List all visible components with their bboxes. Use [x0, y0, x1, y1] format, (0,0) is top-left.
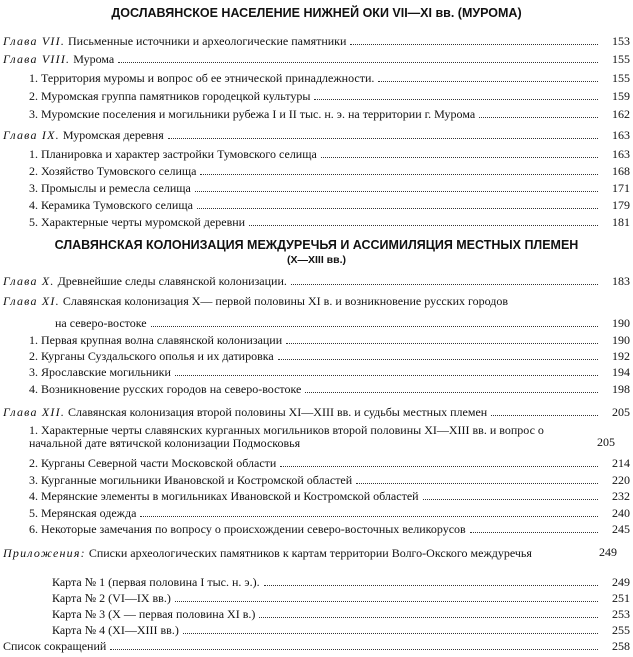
entry-title: 1. Планировка и характер застройки Тумовского селища: [29, 147, 317, 161]
dot-leader: [479, 117, 598, 118]
toc-entry[interactable]: [3, 51, 630, 67]
page-number: 214: [612, 456, 630, 470]
toc-entry[interactable]: [29, 332, 630, 348]
toc-entry[interactable]: [3, 273, 630, 289]
toc-entry[interactable]: [29, 106, 630, 122]
toc-entry[interactable]: [29, 505, 630, 521]
toc-entry[interactable]: [29, 424, 630, 450]
page-number: 163: [612, 147, 630, 161]
dot-leader: [291, 284, 598, 285]
page-number: 249: [612, 575, 630, 589]
dot-leader: [195, 191, 598, 192]
toc-entry[interactable]: [29, 180, 630, 196]
section-heading-slavic-colonization: СЛАВЯНСКАЯ КОЛОНИЗАЦИЯ МЕЖДУРЕЧЬЯ И АССИМИЛЯЦИЯ МЕСТНЫХ ПЛЕМЕН: [54, 238, 579, 252]
chapter-label: Глава VIII.: [3, 52, 71, 66]
page-number: 159: [612, 89, 630, 103]
entry-title: Письменные источники и археологические памятники: [65, 34, 347, 48]
page-number: 162: [612, 107, 630, 121]
page-number: 240: [612, 506, 630, 520]
page-number: 194: [612, 365, 630, 379]
toc-entry[interactable]: [3, 33, 630, 49]
toc-entry[interactable]: [52, 606, 630, 622]
toc-entry[interactable]: [29, 455, 630, 471]
entry-title: Славянская колонизация второй половины XI—XIII вв. и судьбы местных племен: [65, 405, 488, 419]
entry-title: 3. Промыслы и ремесла селища: [29, 181, 191, 195]
entry-title: Славянская колонизация X— первой половины XI в. и возникновение русских городов: [59, 294, 509, 308]
entry-title: 3. Курганные могильники Ивановской и Костромской областей: [29, 473, 353, 487]
page-number: 205: [597, 435, 615, 449]
toc-entry[interactable]: [29, 163, 630, 179]
entry-title: Списки археологических памятников к картам территории Волго-Окского междуречья: [85, 546, 532, 560]
entry-title: 1. Первая крупная волна славянской колонизации: [29, 333, 283, 347]
page-number: 220: [612, 473, 630, 487]
toc-entry[interactable]: [29, 88, 630, 104]
toc-entry[interactable]: [29, 70, 630, 86]
dot-leader: [491, 415, 598, 416]
toc-entry[interactable]: [3, 293, 630, 309]
dot-leader: [197, 208, 598, 209]
toc-entry[interactable]: [29, 214, 630, 230]
dot-leader: [470, 532, 598, 533]
toc-entry[interactable]: [29, 381, 630, 397]
entry-title: 4. Керамика Тумовского селища: [29, 198, 193, 212]
toc-entry[interactable]: [29, 146, 630, 162]
toc-entry[interactable]: [3, 638, 630, 654]
entry-title: 3. Ярославские могильники: [29, 365, 171, 379]
dot-leader: [183, 633, 598, 634]
entry-title: 3. Муромские поселения и могильники рубежа I и II тыс. н. э. на территории г. Мурома: [29, 107, 476, 121]
page-number: 249: [599, 545, 617, 559]
entry-title: 2. Хозяйство Тумовского селища: [29, 164, 197, 178]
page-number: 253: [612, 607, 630, 621]
toc-entry[interactable]: [55, 315, 630, 331]
toc-entry[interactable]: [29, 348, 630, 364]
dot-leader: [321, 157, 598, 158]
toc-entry[interactable]: [29, 472, 630, 488]
toc-entry[interactable]: [3, 404, 630, 420]
toc-entry[interactable]: [52, 574, 630, 590]
entry-title: 5. Характерные черты муромской деревни: [29, 215, 246, 229]
dot-leader: [314, 99, 598, 100]
entry-title: Карта № 2 (VI—IX вв.): [52, 591, 171, 605]
page-number: 232: [612, 489, 630, 503]
page-number: 245: [612, 522, 630, 536]
dot-leader: [151, 326, 598, 327]
toc-entry[interactable]: [3, 544, 630, 560]
dot-leader: [249, 225, 598, 226]
entry-title: 1. Характерные черты славянских курганных могильников второй половины XI—XIII вв. и вопрос о начальной дате вятичской колонизации Подмосковья: [29, 423, 544, 450]
page-number: 155: [612, 52, 630, 66]
dot-leader: [264, 585, 598, 586]
page-number: 251: [612, 591, 630, 605]
dot-leader: [168, 138, 598, 139]
section-subheading: (X—XIII вв.): [287, 254, 346, 266]
chapter-label: Глава VII.: [3, 34, 66, 48]
entry-title: на северо-востоке: [55, 316, 147, 330]
dot-leader: [118, 62, 598, 63]
page-number: 171: [612, 181, 630, 195]
page-number: 192: [612, 349, 630, 363]
toc-entry[interactable]: [29, 488, 630, 504]
appendix-label: Приложения:: [3, 546, 86, 560]
dot-leader: [175, 601, 598, 602]
entry-title: Карта № 3 (X — первая половина XI в.): [52, 607, 256, 621]
entry-title: 1. Территория муромы и вопрос об ее этнической принадлежности.: [29, 71, 375, 85]
dot-leader: [378, 81, 598, 82]
page-number: 181: [612, 215, 630, 229]
section-heading-pre-slavic: ДОСЛАВЯНСКОЕ НАСЕЛЕНИЕ НИЖНЕЙ ОКИ VII—XI вв. (МУРОМА): [111, 6, 522, 20]
entry-title: 2. Муромская группа памятников городецкой культуры: [29, 89, 311, 103]
entry-title: 4. Мерянские элементы в могильниках Ивановской и Костромской областей: [29, 489, 419, 503]
page-number: 183: [612, 274, 630, 288]
entry-title: Мурома: [70, 52, 115, 66]
entry-title: 6. Некоторые замечания по вопросу о происхождении северо-восточных великорусов: [29, 522, 466, 536]
chapter-label: Глава X.: [3, 274, 55, 288]
toc-entry[interactable]: [29, 364, 630, 380]
entry-title: Список сокращений: [3, 639, 107, 653]
page-number: 205: [612, 405, 630, 419]
page-number: 179: [612, 198, 630, 212]
entry-title: 5. Мерянская одежда: [29, 506, 137, 520]
dot-leader: [259, 617, 598, 618]
entry-title: 4. Возникновение русских городов на северо-востоке: [29, 382, 302, 396]
page-number: 153: [612, 34, 630, 48]
dot-leader: [110, 649, 598, 650]
entry-title: Карта № 1 (первая половина I тыс. н. э.).: [52, 575, 260, 589]
page-number: 190: [612, 333, 630, 347]
dot-leader: [356, 483, 598, 484]
dot-leader: [423, 499, 598, 500]
dot-leader: [278, 359, 598, 360]
entry-title: Карта № 4 (XI—XIII вв.): [52, 623, 179, 637]
page-number: 168: [612, 164, 630, 178]
chapter-label: Глава XI.: [3, 294, 60, 308]
page-number: 155: [612, 71, 630, 85]
page-number: 258: [612, 639, 630, 653]
entry-title: 2. Курганы Северной части Московской области: [29, 456, 277, 470]
toc-entry[interactable]: [3, 127, 630, 143]
chapter-label: Глава IX.: [3, 128, 60, 142]
dot-leader: [305, 392, 598, 393]
dot-leader: [286, 343, 598, 344]
entry-title: 2. Курганы Суздальского ополья и их датировка: [29, 349, 274, 363]
dot-leader: [175, 375, 598, 376]
toc-entry[interactable]: [29, 521, 630, 537]
toc-entry[interactable]: [52, 590, 630, 606]
dot-leader: [140, 516, 598, 517]
page-number: 255: [612, 623, 630, 637]
dot-leader: [280, 466, 598, 467]
entry-title: Древнейшие следы славянской колонизации.: [54, 274, 287, 288]
page-number: 163: [612, 128, 630, 142]
entry-title: Муромская деревня: [59, 128, 164, 142]
page-number: 190: [612, 316, 630, 330]
chapter-label: Глава XII.: [3, 405, 66, 419]
toc-entry[interactable]: [29, 197, 630, 213]
dot-leader: [350, 44, 598, 45]
dot-leader: [200, 174, 598, 175]
page-number: 198: [612, 382, 630, 396]
toc-entry[interactable]: [52, 622, 630, 638]
